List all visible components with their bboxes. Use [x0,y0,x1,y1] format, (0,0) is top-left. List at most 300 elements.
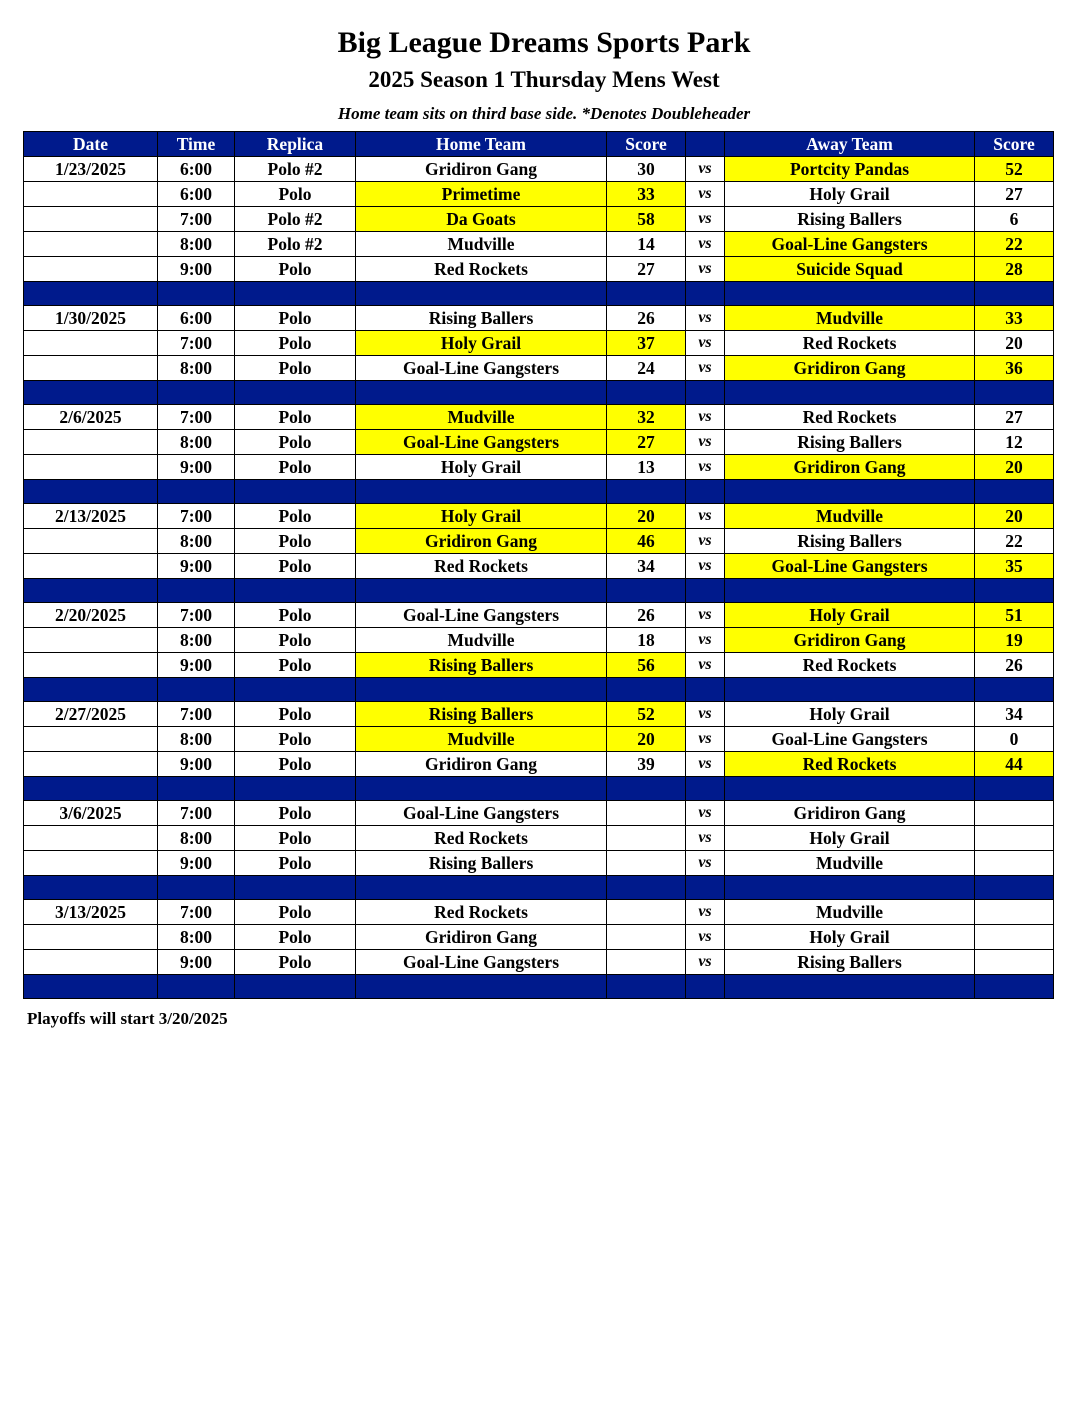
home-score: 18 [607,628,686,653]
game-field: Polo [235,752,356,777]
separator-cell [686,777,725,801]
home-score: 58 [607,207,686,232]
separator-cell [607,975,686,999]
separator-cell [235,678,356,702]
header-away-team: Away Team [725,132,975,157]
separator-cell [686,975,725,999]
home-score [607,900,686,925]
away-team: Gridiron Gang [725,628,975,653]
game-time: 7:00 [158,603,235,628]
separator-cell [607,678,686,702]
vs-label: vs [686,603,725,628]
away-team: Holy Grail [725,702,975,727]
away-team: Mudville [725,851,975,876]
game-field: Polo [235,826,356,851]
separator-cell [975,282,1054,306]
schedule-body [24,157,1054,999]
away-team: Portcity Pandas [725,157,975,182]
separator-cell [24,777,158,801]
game-time: 6:00 [158,306,235,331]
game-time: 9:00 [158,455,235,480]
game-time: 8:00 [158,925,235,950]
separator-cell [235,282,356,306]
separator-cell [24,480,158,504]
game-row [24,331,1054,356]
game-time: 7:00 [158,900,235,925]
game-field: Polo [235,430,356,455]
vs-label: vs [686,232,725,257]
header-date: Date [24,132,158,157]
game-date [24,653,158,678]
separator-cell [24,975,158,999]
away-score: 33 [975,306,1054,331]
separator-cell [356,777,607,801]
separator-cell [686,678,725,702]
game-field: Polo [235,504,356,529]
away-score [975,950,1054,975]
home-team: Red Rockets [356,554,607,579]
game-row [24,430,1054,455]
separator-cell [24,876,158,900]
home-team: Mudville [356,727,607,752]
week-separator-row [24,282,1054,306]
game-field: Polo [235,306,356,331]
separator-cell [975,579,1054,603]
home-team: Primetime [356,182,607,207]
home-team: Mudville [356,405,607,430]
home-score: 13 [607,455,686,480]
game-row [24,157,1054,182]
week-separator-row [24,876,1054,900]
game-time: 7:00 [158,504,235,529]
vs-label: vs [686,504,725,529]
away-team: Rising Ballers [725,950,975,975]
separator-cell [158,678,235,702]
separator-cell [607,282,686,306]
week-separator-row [24,579,1054,603]
game-date [24,628,158,653]
game-date [24,529,158,554]
home-score: 20 [607,727,686,752]
away-team: Red Rockets [725,405,975,430]
home-team: Red Rockets [356,257,607,282]
home-score: 52 [607,702,686,727]
separator-cell [975,480,1054,504]
vs-label: vs [686,801,725,826]
vs-label: vs [686,826,725,851]
separator-cell [158,381,235,405]
game-row [24,356,1054,381]
game-time: 9:00 [158,752,235,777]
game-row [24,826,1054,851]
separator-cell [24,282,158,306]
game-time: 8:00 [158,232,235,257]
separator-cell [356,480,607,504]
away-team: Rising Ballers [725,430,975,455]
separator-cell [686,282,725,306]
separator-cell [235,777,356,801]
home-team: Goal-Line Gangsters [356,801,607,826]
game-date [24,851,158,876]
game-date: 2/13/2025 [24,504,158,529]
game-row [24,727,1054,752]
header-time: Time [158,132,235,157]
vs-label: vs [686,752,725,777]
game-date: 2/27/2025 [24,702,158,727]
game-row [24,554,1054,579]
document-title: Big League Dreams Sports Park [337,26,751,59]
away-team: Goal-Line Gangsters [725,554,975,579]
game-field: Polo #2 [235,232,356,257]
game-row [24,752,1054,777]
away-team: Holy Grail [725,603,975,628]
vs-label: vs [686,653,725,678]
game-row [24,405,1054,430]
separator-cell [356,381,607,405]
separator-cell [975,777,1054,801]
away-score: 52 [975,157,1054,182]
game-time: 9:00 [158,653,235,678]
home-score: 33 [607,182,686,207]
away-score [975,826,1054,851]
game-time: 8:00 [158,356,235,381]
header-home-team: Home Team [356,132,607,157]
away-team: Goal-Line Gangsters [725,232,975,257]
game-field: Polo #2 [235,157,356,182]
game-field: Polo [235,331,356,356]
week-separator-row [24,975,1054,999]
home-score: 32 [607,405,686,430]
vs-label: vs [686,529,725,554]
separator-cell [235,876,356,900]
separator-cell [356,678,607,702]
separator-cell [686,876,725,900]
game-field: Polo [235,182,356,207]
game-date [24,207,158,232]
away-team: Rising Ballers [725,207,975,232]
separator-cell [686,579,725,603]
game-field: Polo [235,257,356,282]
away-score: 27 [975,405,1054,430]
game-date [24,331,158,356]
game-field: Polo [235,727,356,752]
away-team: Holy Grail [725,826,975,851]
game-field: Polo [235,653,356,678]
game-time: 6:00 [158,157,235,182]
separator-cell [975,678,1054,702]
home-team: Holy Grail [356,331,607,356]
game-date [24,826,158,851]
header-replica: Replica [235,132,356,157]
home-score: 14 [607,232,686,257]
away-team: Gridiron Gang [725,455,975,480]
away-team: Red Rockets [725,331,975,356]
vs-label: vs [686,900,725,925]
vs-label: vs [686,430,725,455]
home-score: 37 [607,331,686,356]
separator-cell [725,975,975,999]
separator-cell [158,975,235,999]
away-score: 44 [975,752,1054,777]
vs-label: vs [686,455,725,480]
away-score: 51 [975,603,1054,628]
vs-label: vs [686,727,725,752]
game-row [24,851,1054,876]
away-team: Mudville [725,900,975,925]
separator-cell [24,579,158,603]
schedule-note: Home team sits on third base side. *Denotes Doubleheader [337,104,751,123]
away-score: 34 [975,702,1054,727]
separator-cell [356,282,607,306]
separator-cell [158,777,235,801]
vs-label: vs [686,851,725,876]
away-score [975,851,1054,876]
game-date: 2/6/2025 [24,405,158,430]
game-row [24,925,1054,950]
home-team: Mudville [356,628,607,653]
game-date [24,554,158,579]
week-separator-row [24,678,1054,702]
separator-cell [235,381,356,405]
game-row [24,182,1054,207]
home-team: Goal-Line Gangsters [356,950,607,975]
game-field: Polo [235,554,356,579]
game-row [24,603,1054,628]
header-home-score: Score [607,132,686,157]
game-time: 7:00 [158,702,235,727]
separator-cell [235,975,356,999]
home-team: Gridiron Gang [356,157,607,182]
separator-cell [235,480,356,504]
game-date [24,257,158,282]
game-time: 9:00 [158,851,235,876]
separator-cell [158,876,235,900]
game-time: 8:00 [158,727,235,752]
home-score [607,801,686,826]
separator-cell [725,777,975,801]
home-score [607,950,686,975]
away-team: Red Rockets [725,653,975,678]
away-team: Rising Ballers [725,529,975,554]
home-score: 46 [607,529,686,554]
home-team: Goal-Line Gangsters [356,430,607,455]
game-date [24,430,158,455]
game-field: Polo [235,851,356,876]
home-score: 30 [607,157,686,182]
separator-cell [725,381,975,405]
away-team: Red Rockets [725,752,975,777]
game-date: 3/6/2025 [24,801,158,826]
separator-cell [686,480,725,504]
separator-cell [725,876,975,900]
home-team: Rising Ballers [356,653,607,678]
away-team: Goal-Line Gangsters [725,727,975,752]
vs-label: vs [686,702,725,727]
game-row [24,504,1054,529]
away-team: Holy Grail [725,182,975,207]
home-team: Mudville [356,232,607,257]
game-row [24,801,1054,826]
header-vs [686,132,725,157]
game-date [24,925,158,950]
game-time: 8:00 [158,430,235,455]
game-field: Polo [235,900,356,925]
game-field: Polo [235,950,356,975]
separator-cell [158,282,235,306]
separator-cell [725,480,975,504]
game-row [24,702,1054,727]
document-subtitle: 2025 Season 1 Thursday Mens West [368,67,720,92]
game-time: 7:00 [158,207,235,232]
game-field: Polo [235,925,356,950]
vs-label: vs [686,356,725,381]
home-score: 27 [607,430,686,455]
week-separator-row [24,480,1054,504]
game-field: Polo [235,702,356,727]
home-team: Gridiron Gang [356,529,607,554]
home-team: Rising Ballers [356,306,607,331]
game-date [24,727,158,752]
home-score [607,826,686,851]
away-score [975,925,1054,950]
game-date [24,950,158,975]
game-field: Polo [235,628,356,653]
game-row [24,900,1054,925]
away-score: 20 [975,504,1054,529]
home-team: Goal-Line Gangsters [356,603,607,628]
away-score [975,900,1054,925]
separator-cell [725,282,975,306]
away-score: 12 [975,430,1054,455]
home-score: 26 [607,306,686,331]
game-row [24,257,1054,282]
away-team: Mudville [725,504,975,529]
game-time: 8:00 [158,826,235,851]
game-time: 9:00 [158,257,235,282]
home-score [607,851,686,876]
separator-cell [24,381,158,405]
game-date: 1/30/2025 [24,306,158,331]
game-field: Polo [235,529,356,554]
vs-label: vs [686,306,725,331]
separator-cell [607,876,686,900]
home-team: Da Goats [356,207,607,232]
schedule-table [23,131,1054,999]
away-score: 22 [975,529,1054,554]
game-time: 9:00 [158,950,235,975]
playoffs-note: Playoffs will start 3/20/2025 [27,1009,228,1028]
separator-cell [356,876,607,900]
vs-label: vs [686,207,725,232]
game-row [24,232,1054,257]
week-separator-row [24,777,1054,801]
separator-cell [158,579,235,603]
header-away-score: Score [975,132,1054,157]
game-row [24,653,1054,678]
game-field: Polo #2 [235,207,356,232]
game-row [24,628,1054,653]
game-time: 7:00 [158,801,235,826]
separator-cell [725,678,975,702]
away-score: 22 [975,232,1054,257]
vs-label: vs [686,257,725,282]
game-date [24,752,158,777]
game-time: 7:00 [158,331,235,356]
away-score: 36 [975,356,1054,381]
game-time: 8:00 [158,529,235,554]
away-score: 20 [975,331,1054,356]
game-row [24,207,1054,232]
home-team: Gridiron Gang [356,925,607,950]
away-team: Holy Grail [725,925,975,950]
away-score: 35 [975,554,1054,579]
home-score: 24 [607,356,686,381]
game-date: 3/13/2025 [24,900,158,925]
away-score: 20 [975,455,1054,480]
separator-cell [975,381,1054,405]
separator-cell [607,381,686,405]
game-field: Polo [235,801,356,826]
game-date [24,356,158,381]
away-team: Gridiron Gang [725,801,975,826]
home-score: 27 [607,257,686,282]
vs-label: vs [686,331,725,356]
away-score: 6 [975,207,1054,232]
away-score: 19 [975,628,1054,653]
separator-cell [24,678,158,702]
separator-cell [607,480,686,504]
vs-label: vs [686,950,725,975]
away-score: 0 [975,727,1054,752]
separator-cell [975,975,1054,999]
home-team: Holy Grail [356,455,607,480]
vs-label: vs [686,182,725,207]
home-team: Rising Ballers [356,702,607,727]
away-score: 28 [975,257,1054,282]
separator-cell [607,579,686,603]
week-separator-row [24,381,1054,405]
vs-label: vs [686,405,725,430]
game-time: 9:00 [158,554,235,579]
away-score [975,801,1054,826]
home-team: Red Rockets [356,826,607,851]
home-score: 56 [607,653,686,678]
separator-cell [686,381,725,405]
home-score: 20 [607,504,686,529]
away-score: 27 [975,182,1054,207]
game-row [24,306,1054,331]
game-row [24,455,1054,480]
game-date [24,232,158,257]
game-date: 2/20/2025 [24,603,158,628]
game-row [24,529,1054,554]
game-date [24,455,158,480]
home-team: Goal-Line Gangsters [356,356,607,381]
home-team: Gridiron Gang [356,752,607,777]
home-team: Holy Grail [356,504,607,529]
separator-cell [158,480,235,504]
home-score [607,925,686,950]
separator-cell [725,579,975,603]
separator-cell [607,777,686,801]
vs-label: vs [686,157,725,182]
game-field: Polo [235,603,356,628]
away-team: Mudville [725,306,975,331]
table-header-row [24,132,1054,157]
game-field: Polo [235,405,356,430]
game-date [24,182,158,207]
game-time: 7:00 [158,405,235,430]
